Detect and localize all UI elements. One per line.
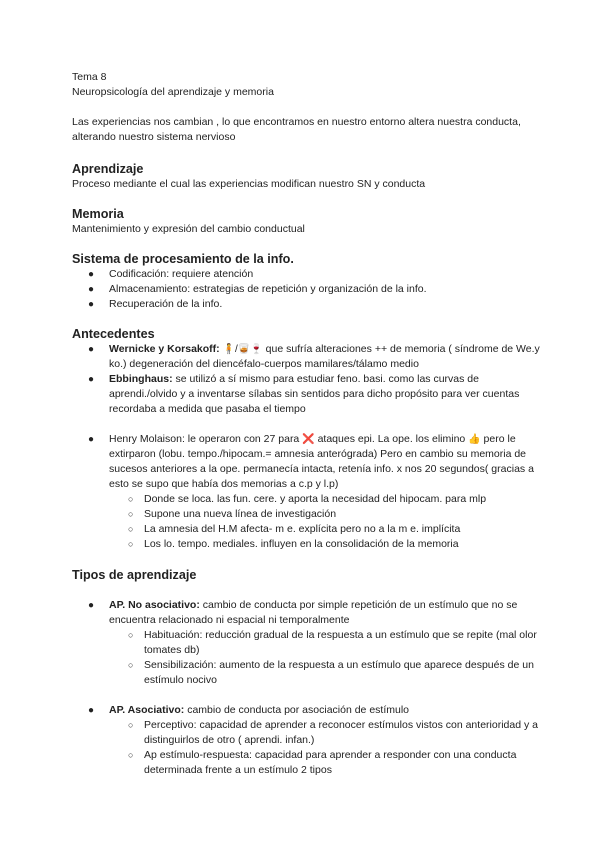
henry-sublist <box>109 492 542 552</box>
sublist-item <box>72 537 542 552</box>
no-asociativo-sublist <box>109 628 542 688</box>
henry-text-b: ataques epi. La ope. los elimino <box>314 433 469 445</box>
ebbinghaus-text: se utilizó a sí mismo para estudiar feno. basi. como las curvas de aprendi./olvido y a inventarse sílabas sin sentidos para dicho propósito para ver cuentas recordaba a medida que pasaba el tiempo <box>109 373 520 415</box>
list-item-wernicke <box>72 342 542 372</box>
bullet-icon: ● <box>88 284 95 295</box>
list-item-text: Almacenamiento: estrategias de repetición y organización de la info. <box>109 283 427 295</box>
bullet-icon: ● <box>88 705 95 716</box>
bullet-icon: ● <box>88 299 95 310</box>
bullet-icon: ● <box>88 269 95 280</box>
sublist-item <box>72 628 542 658</box>
tipos-list <box>72 598 542 778</box>
list-item-text: Recuperación de la info. <box>109 298 223 310</box>
asociativo-term: AP. Asociativo: <box>109 704 185 716</box>
no-asociativo-text: cambio de conducta por simple repetición de un estímulo que no se encuentra relacionado ni espacial ni temporalmente <box>109 599 518 626</box>
list-item-asociativo <box>72 703 542 778</box>
hollow-bullet-icon: ○ <box>128 494 134 504</box>
document-subtitle: Neuropsicología del aprendizaje y memoria <box>72 86 274 98</box>
memoria-heading: Memoria <box>72 207 124 221</box>
list-item <box>72 267 542 282</box>
hollow-bullet-icon: ○ <box>128 660 134 670</box>
sublist-item <box>72 507 542 522</box>
list-item <box>72 282 542 297</box>
hollow-bullet-icon: ○ <box>128 539 134 549</box>
sublist-item-text: Habituación: reducción gradual de la respuesta a un estímulo que se repite (mal olor tomates db) <box>144 629 537 656</box>
sublist-item-text: Perceptivo: capacidad de aprender a reconocer estímulos vistos con anterioridad y a distinguirlos de otro ( aprendi. infan.) <box>144 719 538 746</box>
hollow-bullet-icon: ○ <box>128 630 134 640</box>
sublist-item-text: Donde se loca. las fun. cere. y aporta la necesidad del hipocam. para mlp <box>144 493 487 505</box>
sistema-heading: Sistema de procesamiento de la info. <box>72 252 294 266</box>
sublist-item-text: La amnesia del H.M afecta- m e. explícita pero no a la m e. implícita <box>144 523 461 535</box>
memoria-definition: Mantenimiento y expresión del cambio conductual <box>72 223 305 235</box>
intro-paragraph: Las experiencias nos cambian , lo que encontramos en nuestro entorno altera nuestra conducta, alterando nuestro sistema nervioso <box>72 116 521 143</box>
hollow-bullet-icon: ○ <box>128 524 134 534</box>
asociativo-sublist <box>109 718 542 778</box>
no-asociativo-term: AP. No asociativo: <box>109 599 200 611</box>
sublist-item <box>72 748 542 778</box>
document-page <box>72 70 542 778</box>
antecedentes-heading: Antecedentes <box>72 327 155 341</box>
list-item-no-asociativo <box>72 598 542 688</box>
sublist-item <box>72 492 542 507</box>
henry-text-a: Henry Molaison: le operaron con 27 para <box>109 433 303 445</box>
sublist-item <box>72 718 542 748</box>
list-item-text: Codificación: requiere atención <box>109 268 254 280</box>
asociativo-text: cambio de conducta por asociación de estímulo <box>184 704 409 716</box>
hollow-bullet-icon: ○ <box>128 720 134 730</box>
sublist-item-text: Sensibilización: aumento de la respuesta a un estímulo que aparece después de un estímulo nocivo <box>144 659 534 686</box>
aprendizaje-heading: Aprendizaje <box>72 162 144 176</box>
list-item-ebbinghaus <box>72 372 542 417</box>
antecedentes-list <box>72 342 542 552</box>
henry-text-c: pero le extirparon (lobu. tempo./hipocam.= amnesia anterógrada) Pero en cambio su memoria de sucesos anteriores a la ope. permanecía intacta, retenía info. x nos 20 segundos( gracias a esto se supo que había dos memorias a c.p y l.p) <box>109 433 534 490</box>
wernicke-text: que sufría alteraciones ++ de memoria ( síndrome de We.y ko.) degeneración del diencéfalo-cuerpos mamilares/tálamo medio <box>109 343 540 370</box>
tipos-heading: Tipos de aprendizaje <box>72 568 197 582</box>
thumbs-up-icon: 👍 <box>468 434 481 445</box>
bullet-icon: ● <box>88 600 95 611</box>
sublist-item-text: Ap estímulo-respuesta: capacidad para aprender a responder con una conducta determinada frente a un estímulo 2 tipos <box>144 749 517 776</box>
bullet-icon: ● <box>88 374 95 385</box>
bullet-icon: ● <box>88 434 95 445</box>
hollow-bullet-icon: ○ <box>128 509 134 519</box>
aprendizaje-definition: Proceso mediante el cual las experiencias modifican nuestro SN y conducta <box>72 178 426 190</box>
bullet-icon: ● <box>88 344 95 355</box>
list-item <box>72 297 542 312</box>
hollow-bullet-icon: ○ <box>128 750 134 760</box>
sublist-item-text: Supone una nueva línea de investigación <box>144 508 337 520</box>
wernicke-term: Wernicke y Korsakoff: <box>109 343 220 355</box>
list-item-henry <box>72 432 542 552</box>
sublist-item <box>72 522 542 537</box>
ebbinghaus-term: Ebbinghaus: <box>109 373 173 385</box>
sistema-list <box>72 267 542 312</box>
cross-icon: ❌ <box>302 434 315 445</box>
sublist-item <box>72 658 542 688</box>
topic-label: Tema 8 <box>72 71 107 83</box>
sublist-item-text: Los lo. tempo. mediales. influyen en la consolidación de la memoria <box>144 538 459 550</box>
person-alcohol-icon: 🧍/🥃🍷 <box>222 344 263 355</box>
